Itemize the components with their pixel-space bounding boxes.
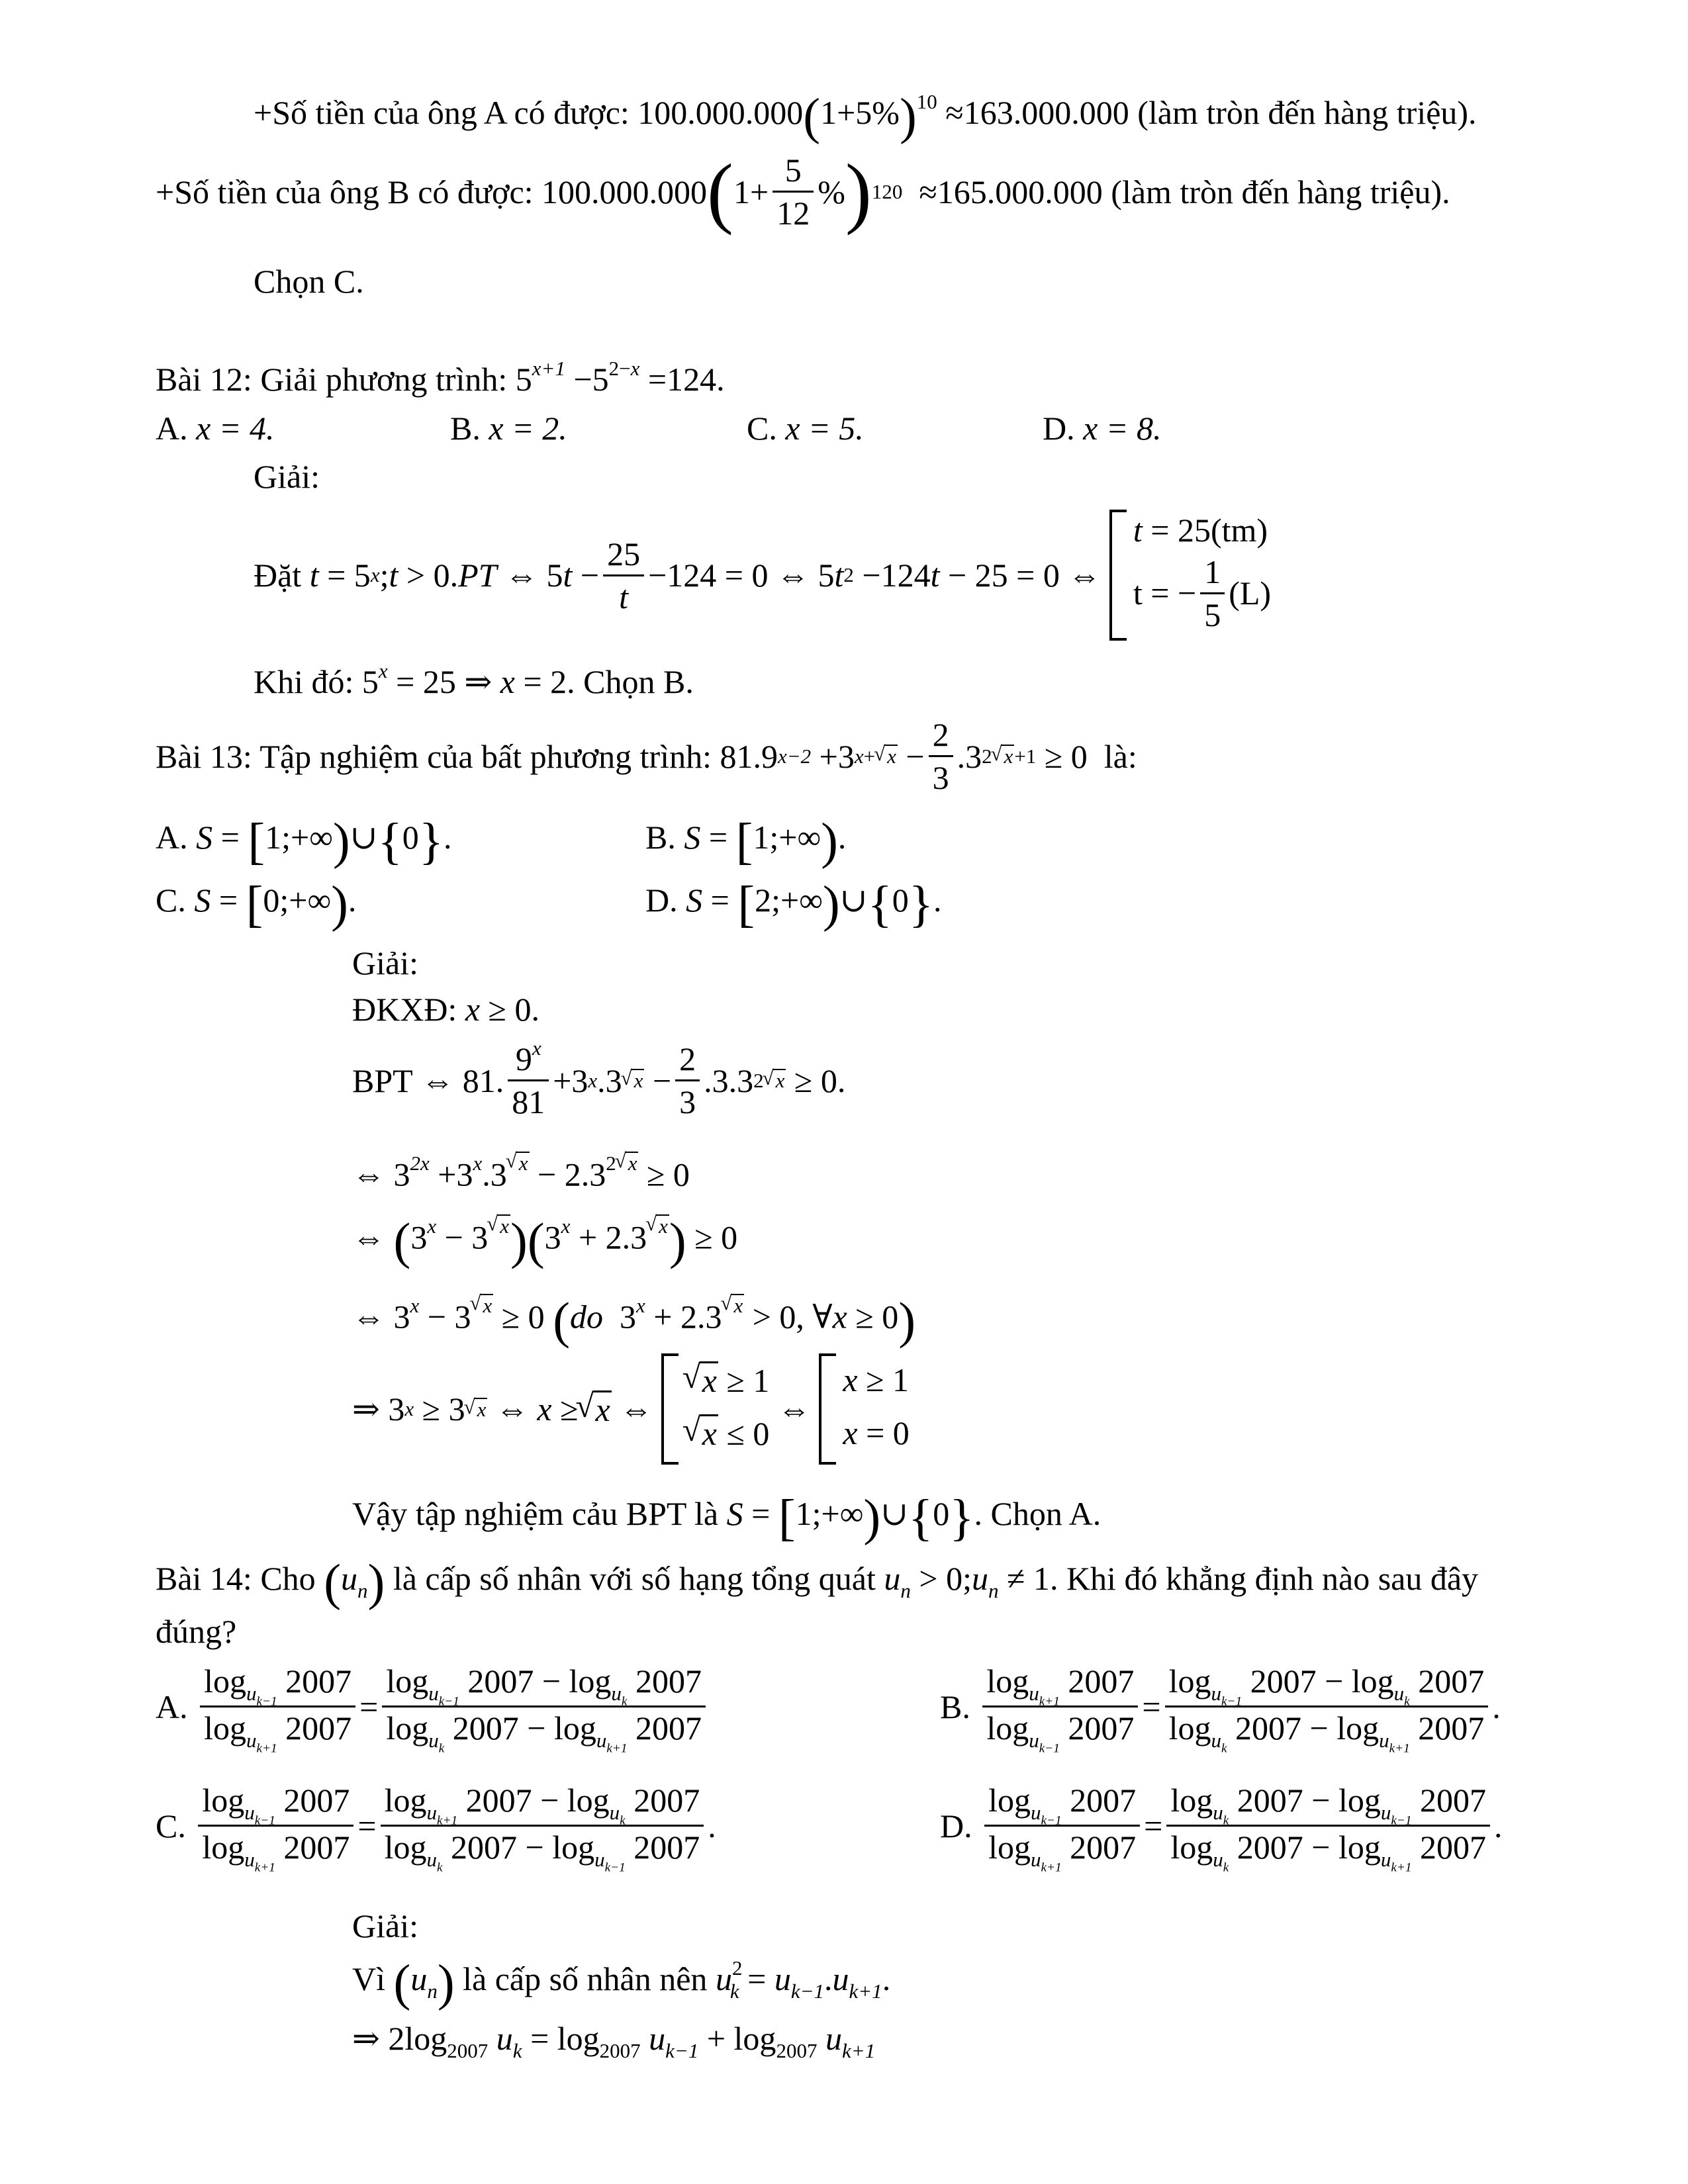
bai12-giai: Giải: [254,458,320,495]
bai14-option-c: C. $\frac{\log_{u_{k-1}} 2007}{\log_{u_{k+1}} 2007}$ = $\frac{\log_{u_{k+1}} 2007 - \log_{u_k} 2007}{\log_{u_k} 2007 - \log_{u_{k-1}} 2007}$ . [156,1782,716,1875]
bai13-bracket-2: x ≥ 1 x = 0 [819,1353,909,1465]
bai14-option-b: B. $\frac{\log_{u_{k+1}} 2007}{\log_{u_{k-1}} 2007}$ = $\frac{\log_{u_{k-1}} 2007 - \log_{u_k} 2007}{\log_{u_k} 2007 - \log_{u_{k+1}} 2007}$ . [940,1662,1501,1756]
bai13-step-4: ⇔ $3^x - 3√$ $^x$ ≥ 0 (do $3^x + 2.3√$ $^x$ > 0, ∀x ≥ 0) [352,1294,915,1333]
bai14-giai: Giải: [352,1907,418,1944]
bai12-option-a: A. x = 4. [156,410,275,447]
bai13-option-b: B. S = [1;+∞). [645,812,847,870]
bai13-option-a: A. S = [1;+∞)∪{0}. [156,812,452,870]
bai12-question: Bài 12: Giải phương trình: $5^{x+1} -5^{2-x} =124$. [156,356,725,398]
bai12-conclusion: Khi đó: $5^x = 25$ ⇒ x = 2. Chọn B. [254,659,694,700]
bai13-condition: ĐKXĐ: x ≥ 0. [352,991,539,1028]
bai12-option-b: B. x = 2. [450,410,567,447]
bai13-step-1: BPT ⇔ 81. $\frac{9^x}{81}$ +3 x .3 √ x − $\frac{2}{3}$ .3.3 2√ x ≥ 0. [352,1042,845,1118]
bai13-step-3: ⇔ ($3^x - 3√$ $^x)(3^x + 2.3√$ $^x$) ≥ 0 [352,1214,737,1253]
answer-choose-c: Chọn C. [254,263,364,300]
bai14-question: Bài 14: Cho $(u_n)$ là cấp số nhân với số hạng tổng quát $u_n$ > $0;u_n \ne 1$. Khi đó khẳng định nào sau đây [156,1553,1479,1611]
bai13-option-c: C. S = [0;+∞). [156,875,357,933]
bai13-question: Bài 13: Tập nghiệm của bất phương trình: 81.9 x−2 +3 x+√ x − $\frac{2}{3}$ .3 2√ x+1 ≥ 0 là: [156,718,1137,794]
money-a-line: +Số tiền của ông A có được: $100.000.000(1+5\%)^{10} \approx 163.000.000$ (làm tròn đến hàng triệu). [254,87,1477,145]
bai13-option-d: D. S = [2;+∞)∪{0}. [645,875,942,933]
bai12-substitution: Đặt t = 5 x ; t > 0. PT ⇔ 5 t − $\frac{25}{t}$ −124 = 0 ⇔ 5 t 2 −124 t − 25 = 0 ⇔ t = 25(tm) t = − $\frac{1}{5}$ (L) [254,510,1271,641]
bai14-option-d: D. $\frac{\log_{u_{k-1}} 2007}{\log_{u_{k+1}} 2007}$ = $\frac{\log_{u_k} 2007 - \log_{u_{k-1}} 2007}{\log_{u_k} 2007 - \log_{u_{k+1}} 2007}$ . [940,1782,1503,1875]
bai13-giai: Giải: [352,944,418,981]
bai13-step-5: ⇒ 3 x ≥ 3 √ x ⇔ x ≥ √ x ⇔ √ x ≥ 1 √ x ≤ 0 ⇔ x ≥ 1 x = 0 [352,1353,910,1465]
bai14-step-2: ⇒ $2\log_{2007}$ $u_k = \log_{2007} u_{k-1} + \log_{2007} u_{k+1}$ [352,2020,876,2062]
bai13-bracket-1: √ x ≥ 1 √ x ≤ 0 [661,1353,770,1465]
bai12-case-bracket: t = 25(tm) t = − $\frac{1}{5}$ (L) [1109,510,1271,641]
bai14-step-1: Vì $(u_n)$ là cấp số nhân nên $u^2_k = u_{k-1}.u_{k+1}$. [352,1954,891,2011]
bai13-step-2: ⇔ $3^{2x} +3^x.3√$ $^x - 2.3^{2√ x} \ge 0$ [352,1152,690,1191]
bai12-option-c: C. x = 5. [747,410,864,447]
bai13-conclusion: Vậy tập nghiệm cảu BPT là S = [1;+∞)∪{0}. Chọn A. [352,1488,1102,1546]
bai14-question-line2: đúng? [156,1613,237,1650]
bai14-option-a: A. $\frac{\log_{u_{k-1}} 2007}{\log_{u_{k+1}} 2007}$ = $\frac{\log_{u_{k-1}} 2007 - \log_{u_k} 2007}{\log_{u_k} 2007 - \log_{u_{k+1}} 2007}$ [156,1664,710,1749]
money-b-line: +Số tiền của ông B có được: 100.000.000 ( 1+ $\frac{5}{12}$ % ) 120 ≈165.000.000 (làm tròn đến hàng triệu). [156,147,1450,236]
bai12-option-d: D. x = 8. [1043,410,1162,447]
